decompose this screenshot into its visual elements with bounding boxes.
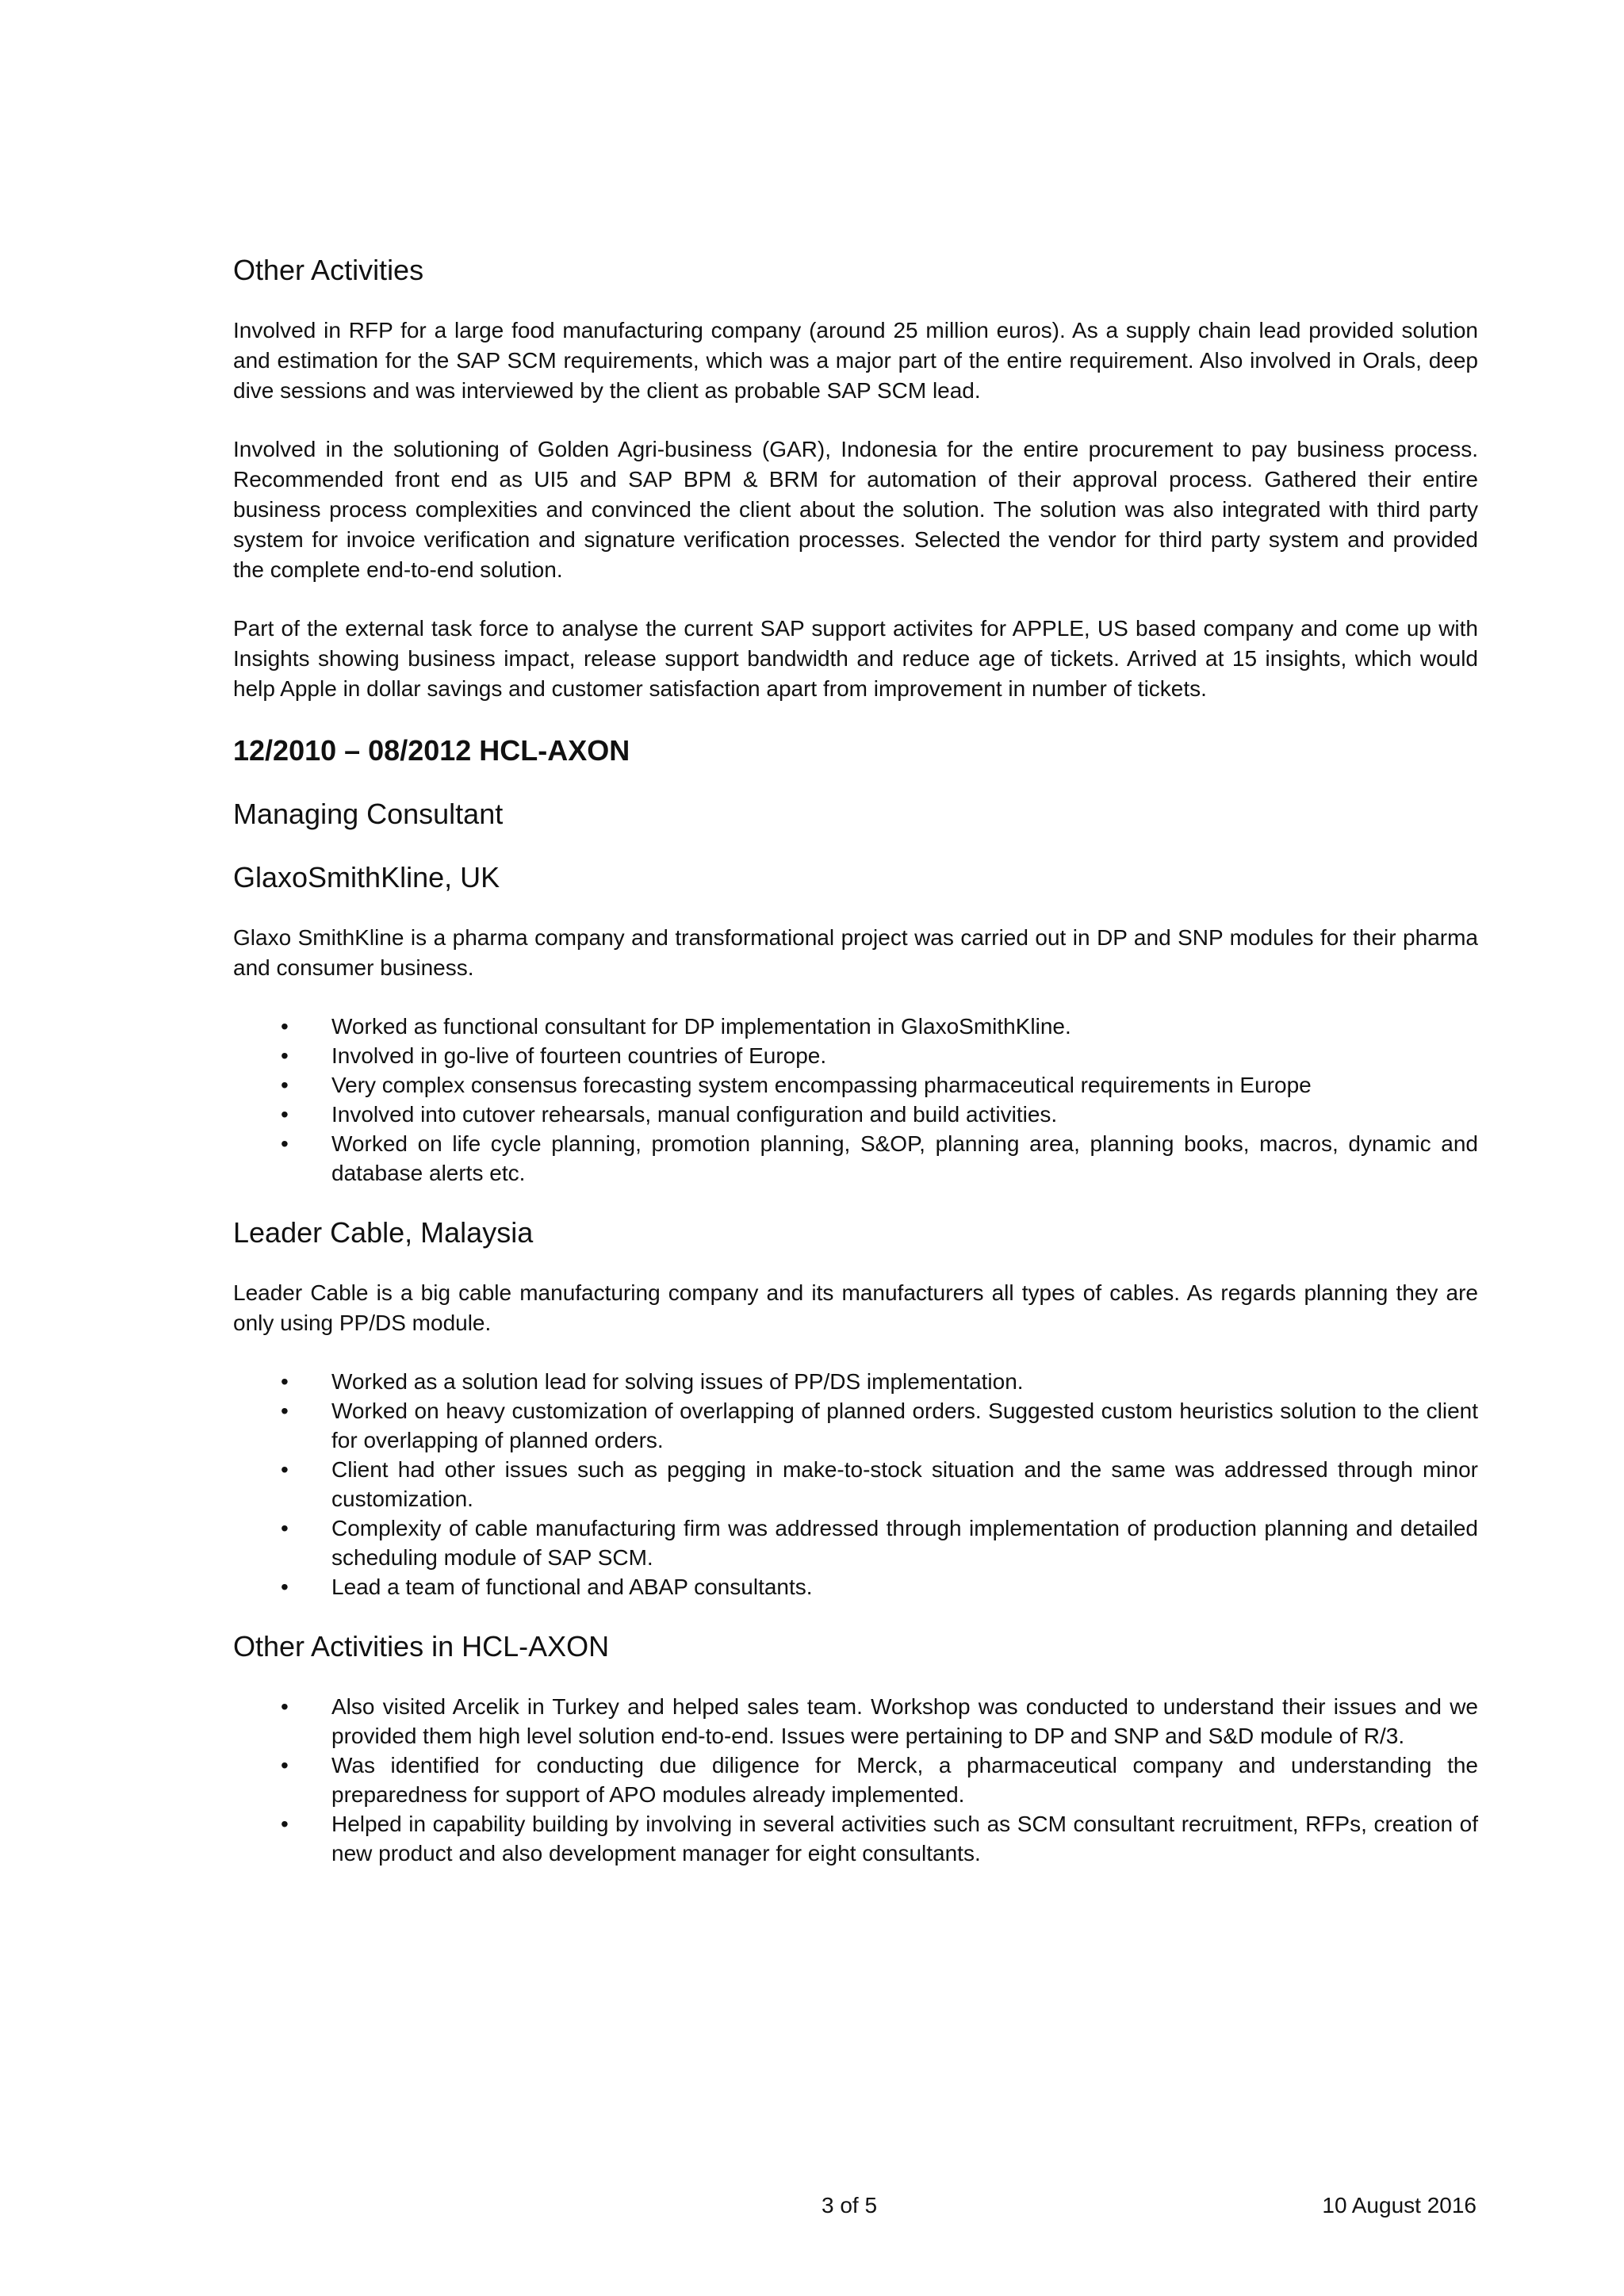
paragraph-rfp-food: Involved in RFP for a large food manufacturing company (around 25 million euros). As a supply chain lead provided solution and estimation for the SAP SCM requirements, which was a major part of the entire requirement. Also involved in Orals, deep dive sessions and was interviewed by the client as probable SAP SCM lead. — [233, 318, 1478, 403]
list-item-text: Lead a team of functional and ABAP consultants. — [331, 1575, 813, 1599]
list-item-text: Client had other issues such as pegging in make-to-stock situation and the same was addressed through minor customization. — [331, 1457, 1478, 1511]
list-item-text: Also visited Arcelik in Turkey and helped sales team. Workshop was conducted to understand their issues and we provided them high level solution end-to-end. Issues were pertaining to DP and SNP and S&D module of R/3. — [331, 1694, 1478, 1748]
list-item — [233, 1455, 1478, 1513]
bullet-icon: • — [281, 1043, 289, 1068]
list-item-text: Was identified for conducting due diligence for Merck, a pharmaceutical company and understanding the preparedness for support of APO modules already implemented. — [331, 1753, 1478, 1807]
bullet-icon: • — [281, 1812, 289, 1836]
list-item-text: Very complex consensus forecasting system encompassing pharmaceutical requirements in Europe — [331, 1073, 1312, 1097]
list-item — [233, 1572, 1478, 1601]
list-item-text: Involved in go-live of fourteen countries of Europe. — [331, 1043, 827, 1068]
bullet-icon: • — [281, 1399, 289, 1423]
list-item — [233, 1396, 1478, 1455]
list-item — [233, 1809, 1478, 1868]
list-item-text: Worked on life cycle planning, promotion planning, S&OP, planning area, planning books, macros, dynamic and database alerts etc. — [331, 1131, 1478, 1185]
list-item-text: Worked as a solution lead for solving issues of PP/DS implementation. — [331, 1369, 1024, 1394]
section-heading-other-hcl: Other Activities in HCL-AXON — [233, 1630, 610, 1663]
list-item — [233, 1041, 1478, 1070]
bullet-list-leader-cable — [233, 1367, 1478, 1601]
list-item — [233, 1692, 1478, 1751]
bullet-icon: • — [281, 1516, 289, 1540]
list-item-text: Helped in capability building by involving in several activities such as SCM consultant recruitment, RFPs, creation of new product and also development manager for eight consultants. — [331, 1812, 1478, 1866]
list-item-text: Worked as functional consultant for DP implementation in GlaxoSmithKline. — [331, 1014, 1071, 1039]
section-heading-other-activities: Other Activities — [233, 254, 424, 286]
list-item — [233, 1367, 1478, 1396]
bullet-icon: • — [281, 1575, 289, 1599]
bullet-icon: • — [281, 1102, 289, 1127]
bullet-icon: • — [281, 1073, 289, 1097]
bullet-icon: • — [281, 1131, 289, 1156]
paragraph-gsk: Glaxo SmithKline is a pharma company and transformational project was carried out in DP and SNP modules for their pharma and consumer business. — [233, 925, 1478, 980]
list-item — [233, 1070, 1478, 1100]
client-heading-gsk: GlaxoSmithKline, UK — [233, 861, 500, 894]
list-item-text: Worked on heavy customization of overlapping of planned orders. Suggested custom heuristics solution to the client for overlapping of planned orders. — [331, 1399, 1478, 1452]
paragraph-golden-agri: Involved in the solutioning of Golden Agri-business (GAR), Indonesia for the entire procurement to pay business process. Recommended front end as UI5 and SAP BPM & BRM for automation of their approval process. Gathered their entire business process complexities and convinced the client about the solution. The solution was also integrated with third party system for invoice verification and signature verification processes. Selected the vendor for third party system and provided the complete end-to-end solution. — [233, 437, 1478, 582]
bullet-icon: • — [281, 1457, 289, 1482]
page-number: 3 of 5 — [822, 2193, 878, 2218]
footer-date: 10 August 2016 — [1322, 2193, 1477, 2218]
list-item — [233, 1751, 1478, 1809]
job-role: Managing Consultant — [233, 798, 504, 830]
client-heading-leader-cable: Leader Cable, Malaysia — [233, 1216, 534, 1249]
bullet-icon: • — [281, 1694, 289, 1719]
page-content — [233, 252, 1478, 1895]
bullet-list-gsk — [233, 1012, 1478, 1188]
bullet-icon: • — [281, 1753, 289, 1777]
list-item-text: Involved into cutover rehearsals, manual configuration and build activities. — [331, 1102, 1058, 1127]
bullet-list-other-hcl — [233, 1692, 1478, 1868]
paragraph-apple-task-force: Part of the external task force to analyse the current SAP support activites for APPLE, US based company and come up with Insights showing business impact, release support bandwidth and reduce age of tickets. Arrived at 15 insights, which would help Apple in dollar savings and customer satisfaction apart from improvement in number of tickets. — [233, 616, 1478, 701]
list-item — [233, 1129, 1478, 1188]
bullet-icon: • — [281, 1369, 289, 1394]
list-item-text: Complexity of cable manufacturing firm was addressed through implementation of production planning and detailed scheduling module of SAP SCM. — [331, 1516, 1478, 1570]
paragraph-leader-cable: Leader Cable is a big cable manufacturing company and its manufacturers all types of cables. As regards planning they are only using PP/DS module. — [233, 1280, 1478, 1335]
list-item — [233, 1100, 1478, 1129]
job-heading: 12/2010 – 08/2012 HCL-AXON — [233, 734, 630, 767]
list-item — [233, 1513, 1478, 1572]
bullet-icon: • — [281, 1014, 289, 1039]
list-item — [233, 1012, 1478, 1041]
